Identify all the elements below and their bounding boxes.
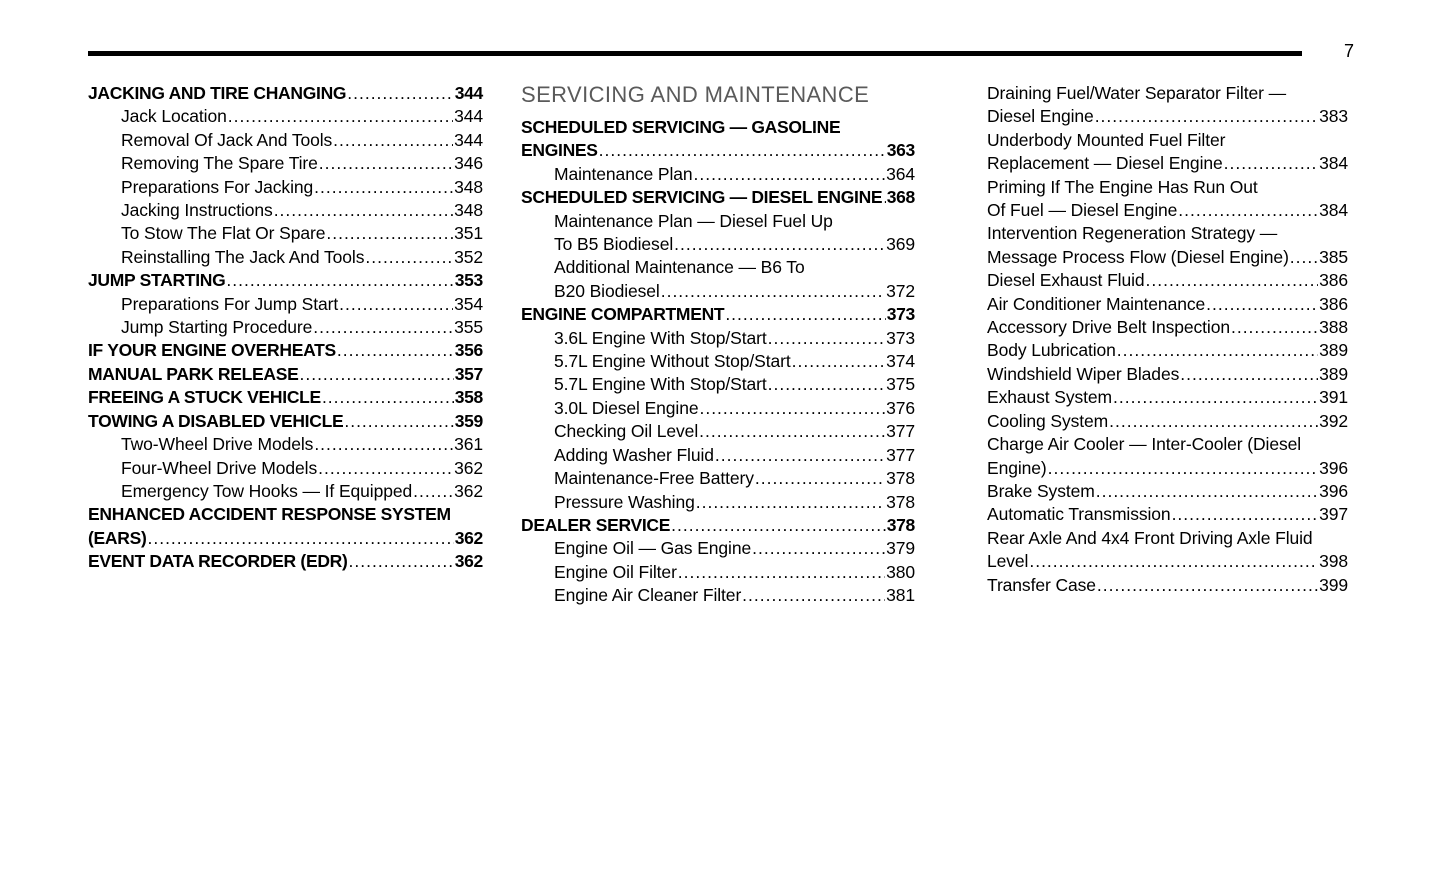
toc-entry-label: EVENT DATA RECORDER (EDR) [88, 551, 348, 572]
toc-entry-label: Four-Wheel Drive Models [121, 457, 318, 478]
dot-leader [228, 105, 453, 128]
dot-leader [347, 82, 453, 105]
toc-entry-label: Jack Location [121, 106, 227, 127]
toc-entry-label: Brake System [987, 480, 1095, 501]
toc-entry-label: Air Conditioner Maintenance [987, 293, 1206, 314]
toc-entry[interactable] [987, 293, 1348, 316]
dot-leader [699, 420, 885, 443]
dot-leader [314, 176, 453, 199]
header-rule [88, 51, 1302, 56]
dot-leader [671, 514, 886, 537]
dot-leader [339, 293, 453, 316]
dot-leader [755, 467, 885, 490]
toc-entry-label: To B5 Biodiesel [554, 234, 674, 255]
toc-entry[interactable] [987, 316, 1348, 339]
toc-entry[interactable] [88, 480, 483, 503]
toc-entry[interactable] [521, 233, 915, 256]
toc-entry-label: Engine) [987, 457, 1047, 478]
toc-entry[interactable] [521, 444, 915, 467]
toc-entry-line[interactable]: Additional Maintenance — B6 To [554, 257, 805, 278]
toc-entry-page: 374 [886, 351, 915, 372]
dot-leader [349, 550, 454, 573]
toc-entry[interactable] [88, 129, 483, 152]
dot-leader [883, 186, 885, 209]
dot-leader [752, 537, 885, 560]
toc-entry-page: 368 [886, 187, 915, 208]
dot-leader [1048, 457, 1318, 480]
toc-entry-page: 386 [1319, 293, 1348, 314]
section-heading: SERVICING AND MAINTENANCE [521, 82, 870, 107]
toc-entry[interactable] [88, 457, 483, 480]
toc-entry[interactable] [521, 163, 915, 186]
toc-entry-page: 379 [886, 538, 915, 559]
toc-entry-label: Cooling System [987, 410, 1109, 431]
toc-entry[interactable] [88, 410, 483, 433]
toc-entry-label: IF YOUR ENGINE OVERHEATS [88, 340, 336, 361]
toc-entry-page: 373 [886, 304, 915, 325]
toc-entry[interactable] [88, 152, 483, 175]
dot-leader [322, 386, 454, 409]
toc-entry[interactable] [521, 373, 915, 396]
toc-entry-page: 344 [454, 106, 483, 127]
toc-entry-page: 356 [454, 340, 483, 361]
dot-leader [1206, 293, 1318, 316]
toc-entry[interactable] [88, 339, 483, 362]
toc-entry-label: Of Fuel — Diesel Engine [987, 200, 1178, 221]
toc-entry-line[interactable]: Intervention Regeneration Strategy — [987, 223, 1278, 244]
toc-entry[interactable] [521, 537, 915, 560]
toc-entry-label: Accessory Drive Belt Inspection [987, 317, 1230, 338]
toc-entry-label: Jump Starting Procedure [121, 317, 313, 338]
dot-leader [694, 163, 886, 186]
toc-entry-page: 358 [454, 387, 483, 408]
toc-entry[interactable] [987, 386, 1348, 409]
toc-entry[interactable] [987, 574, 1348, 597]
dot-leader [768, 327, 885, 350]
dot-leader [344, 410, 453, 433]
toc-entry[interactable] [987, 503, 1348, 526]
dot-leader [326, 222, 453, 245]
dot-leader [313, 316, 453, 339]
toc-entry-line[interactable]: SCHEDULED SERVICING — GASOLINE [521, 117, 841, 137]
toc-entry-label: B20 Biodiesel [554, 280, 660, 301]
dot-leader [365, 246, 453, 269]
toc-column-1 [88, 82, 483, 574]
toc-entry-label: 3.6L Engine With Stop/Start [554, 327, 767, 348]
toc-entry-label: Preparations For Jump Start [121, 293, 339, 314]
toc-entry-label: JUMP STARTING [88, 270, 226, 291]
toc-entry[interactable] [88, 176, 483, 199]
dot-leader [1231, 316, 1318, 339]
dot-leader [715, 444, 885, 467]
toc-entry-page: 357 [454, 363, 483, 384]
toc-entry-label: 5.7L Engine With Stop/Start [554, 374, 767, 395]
toc-entry-line[interactable]: Priming If The Engine Has Run Out [987, 176, 1258, 197]
dot-leader [147, 527, 453, 550]
toc-entry-label: Adding Washer Fluid [554, 444, 714, 465]
toc-entry-page: 378 [886, 491, 915, 512]
toc-entry-label: ENGINE COMPARTMENT [521, 304, 725, 325]
toc-entry[interactable] [521, 186, 915, 209]
toc-entry[interactable] [521, 514, 915, 537]
toc-entry-label: TOWING A DISABLED VEHICLE [88, 410, 344, 431]
toc-entry-label: Checking Oil Level [554, 421, 699, 442]
toc-entry-label: Diesel Exhaust Fluid [987, 270, 1145, 291]
toc-entry-label: Maintenance-Free Battery [554, 468, 754, 489]
toc-entry-label: 5.7L Engine Without Stop/Start [554, 351, 791, 372]
toc-entry-label: Maintenance Plan [554, 163, 693, 184]
toc-entry-page: 351 [454, 223, 483, 244]
dot-leader [1172, 503, 1319, 526]
toc-entry-page: 377 [886, 421, 915, 442]
toc-entry[interactable] [521, 303, 915, 326]
toc-entry-page: 385 [1319, 246, 1348, 267]
toc-entry-label: Body Lubrication [987, 340, 1116, 361]
toc-entry[interactable] [88, 269, 483, 292]
toc-entry[interactable] [521, 397, 915, 420]
toc-entry-label: Exhaust System [987, 387, 1113, 408]
dot-leader [696, 491, 885, 514]
dot-leader [1117, 339, 1318, 362]
dot-leader [1224, 152, 1318, 175]
toc-entry[interactable] [521, 280, 915, 303]
toc-entry-line[interactable]: Draining Fuel/Water Separator Filter — [987, 83, 1286, 103]
toc-entry[interactable] [987, 410, 1348, 433]
toc-entry-page: 377 [886, 444, 915, 465]
toc-entry-page: 399 [1319, 574, 1348, 595]
dot-leader [1029, 550, 1318, 573]
toc-entry-page: 398 [1319, 551, 1348, 572]
toc-entry-page: 384 [1319, 200, 1348, 221]
toc-entry-page: 362 [454, 480, 483, 501]
toc-entry-label: (EARS) [88, 527, 147, 548]
dot-leader [319, 152, 453, 175]
dot-leader [314, 433, 453, 456]
toc-entry-label: 3.0L Diesel Engine [554, 397, 699, 418]
dot-leader [1146, 269, 1319, 292]
toc-entry-page: 348 [454, 176, 483, 197]
toc-entry-label: Engine Oil Filter [554, 561, 677, 582]
dot-leader [742, 584, 885, 607]
toc-entry[interactable] [521, 327, 915, 350]
toc-entry-label: Windshield Wiper Blades [987, 363, 1180, 384]
toc-entry-page: 354 [454, 293, 483, 314]
toc-entry-page: 397 [1319, 504, 1348, 525]
dot-leader [792, 350, 885, 373]
toc-column-2 [521, 82, 915, 608]
toc-entry[interactable] [521, 350, 915, 373]
toc-entry[interactable] [88, 386, 483, 409]
toc-entry-label: DEALER SERVICE [521, 514, 671, 535]
toc-entry-page: 364 [886, 163, 915, 184]
toc-entry-page: 348 [454, 200, 483, 221]
toc-entry-page: 381 [886, 585, 915, 606]
dot-leader [1290, 246, 1318, 269]
dot-leader [1096, 480, 1318, 503]
dot-leader [1097, 574, 1318, 597]
toc-entry-label: Transfer Case [987, 574, 1096, 595]
dot-leader [1113, 386, 1318, 409]
toc-entry[interactable] [987, 199, 1348, 222]
toc-entry-page: 384 [1319, 153, 1348, 174]
toc-entry-page: 392 [1319, 410, 1348, 431]
toc-entry-page: 361 [454, 434, 483, 455]
toc-entry-line[interactable]: Underbody Mounted Fuel Filter [987, 129, 1226, 150]
toc-entry-page: 389 [1319, 363, 1348, 384]
toc-entry[interactable] [88, 246, 483, 269]
toc-entry-page: 344 [454, 129, 483, 150]
toc-entry[interactable] [987, 363, 1348, 386]
toc-entry-page: 376 [886, 397, 915, 418]
toc-entry-label: Engine Air Cleaner Filter [554, 585, 742, 606]
toc-entry-page: 363 [886, 140, 915, 161]
toc-entry[interactable] [987, 152, 1348, 175]
dot-leader [1180, 363, 1318, 386]
toc-entry[interactable] [987, 480, 1348, 503]
toc-entry[interactable] [88, 82, 483, 105]
dot-leader [274, 199, 453, 222]
toc-entry[interactable] [987, 105, 1348, 128]
toc-entry-page: 383 [1319, 106, 1348, 127]
toc-entry-page: 344 [454, 83, 483, 103]
toc-entry-label: Reinstalling The Jack And Tools [121, 246, 365, 267]
toc-column-2-entries [521, 116, 915, 608]
toc-entry-page: 396 [1319, 480, 1348, 501]
dot-leader [699, 397, 885, 420]
toc-entry-label: Jacking Instructions [121, 200, 273, 221]
toc-entry-label: Engine Oil — Gas Engine [554, 538, 752, 559]
dot-leader [1178, 199, 1318, 222]
toc-entry-page: 389 [1319, 340, 1348, 361]
toc-entry-page: 372 [886, 280, 915, 301]
toc-entry-page: 378 [886, 514, 915, 535]
toc-entry-page: 353 [454, 270, 483, 291]
dot-leader [413, 480, 453, 503]
toc-column-3 [987, 82, 1348, 597]
toc-entry[interactable] [521, 139, 915, 162]
toc-entry-label: Emergency Tow Hooks — If Equipped [121, 480, 413, 501]
toc-entry-page: 359 [454, 410, 483, 431]
toc-entry-page: 388 [1319, 317, 1348, 338]
toc-entry[interactable] [88, 527, 483, 550]
toc-entry-page: 375 [886, 374, 915, 395]
toc-entry[interactable] [88, 316, 483, 339]
dot-leader [599, 139, 886, 162]
toc-entry[interactable] [987, 339, 1348, 362]
toc-entry[interactable] [987, 269, 1348, 292]
toc-entry[interactable] [88, 433, 483, 456]
toc-entry[interactable] [987, 246, 1348, 269]
toc-entry[interactable] [88, 550, 483, 573]
dot-leader [226, 269, 453, 292]
dot-leader [318, 457, 453, 480]
toc-entry[interactable] [521, 561, 915, 584]
toc-entry-page: 396 [1319, 457, 1348, 478]
toc-entry-label: Automatic Transmission [987, 504, 1171, 525]
toc-entry-page: 373 [886, 327, 915, 348]
dot-leader [337, 339, 454, 362]
toc-entry-page: 386 [1319, 270, 1348, 291]
page-number: 7 [1344, 41, 1355, 61]
toc-entry-label: To Stow The Flat Or Spare [121, 223, 326, 244]
dot-leader [678, 561, 885, 584]
toc-entry-label: Removing The Spare Tire [121, 153, 318, 174]
toc-entry-label: SCHEDULED SERVICING — DIESEL ENGINE [521, 187, 883, 208]
dot-leader [661, 280, 885, 303]
dot-leader [674, 233, 885, 256]
toc-entry-label: Replacement — Diesel Engine [987, 153, 1223, 174]
dot-leader [333, 129, 453, 152]
toc-entry-label: MANUAL PARK RELEASE [88, 363, 299, 384]
toc-entry[interactable] [987, 550, 1348, 573]
toc-entry-label: Level [987, 551, 1029, 572]
toc-entry[interactable] [88, 363, 483, 386]
toc-entry[interactable] [521, 467, 915, 490]
toc-entry-page: 352 [454, 246, 483, 267]
toc-entry[interactable] [88, 293, 483, 316]
toc-entry[interactable] [521, 420, 915, 443]
dot-leader [768, 373, 885, 396]
toc-entry-label: Preparations For Jacking [121, 176, 314, 197]
toc-entry-label: JACKING AND TIRE CHANGING [88, 83, 347, 103]
toc-entry-page: 380 [886, 561, 915, 582]
toc-entry-label: Two-Wheel Drive Models [121, 434, 314, 455]
toc-entry[interactable] [987, 457, 1348, 480]
toc-entry[interactable] [521, 584, 915, 607]
toc-entry-page: 378 [886, 468, 915, 489]
dot-leader [299, 363, 453, 386]
toc-entry-page: 362 [454, 551, 483, 572]
toc-entry-page: 355 [454, 317, 483, 338]
toc-entry[interactable] [88, 199, 483, 222]
toc-entry-page: 391 [1319, 387, 1348, 408]
toc-entry-page: 346 [454, 153, 483, 174]
dot-leader [1095, 105, 1318, 128]
toc-entry-line[interactable]: ENHANCED ACCIDENT RESPONSE SYSTEM [88, 504, 451, 525]
toc-entry-label: Message Process Flow (Diesel Engine) [987, 246, 1289, 267]
toc-entry-line[interactable]: Rear Axle And 4x4 Front Driving Axle Fluid [987, 527, 1313, 548]
toc-entry-line[interactable]: Maintenance Plan — Diesel Fuel Up [554, 210, 833, 231]
toc-entry[interactable] [88, 105, 483, 128]
toc-entry-page: 369 [886, 234, 915, 255]
toc-entry-label: Removal Of Jack And Tools [121, 129, 333, 150]
toc-entry[interactable] [88, 222, 483, 245]
toc-entry-line[interactable]: Charge Air Cooler — Inter-Cooler (Diesel [987, 434, 1302, 455]
toc-entry-page: 362 [454, 527, 483, 548]
toc-entry-label: Diesel Engine [987, 106, 1094, 127]
toc-entry-label: FREEING A STUCK VEHICLE [88, 387, 321, 408]
toc-entry[interactable] [521, 491, 915, 514]
dot-leader [725, 303, 885, 326]
dot-leader [1109, 410, 1318, 433]
toc-entry-label: Pressure Washing [554, 491, 695, 512]
toc-entry-label: ENGINES [521, 140, 598, 161]
toc-entry-page: 362 [454, 457, 483, 478]
